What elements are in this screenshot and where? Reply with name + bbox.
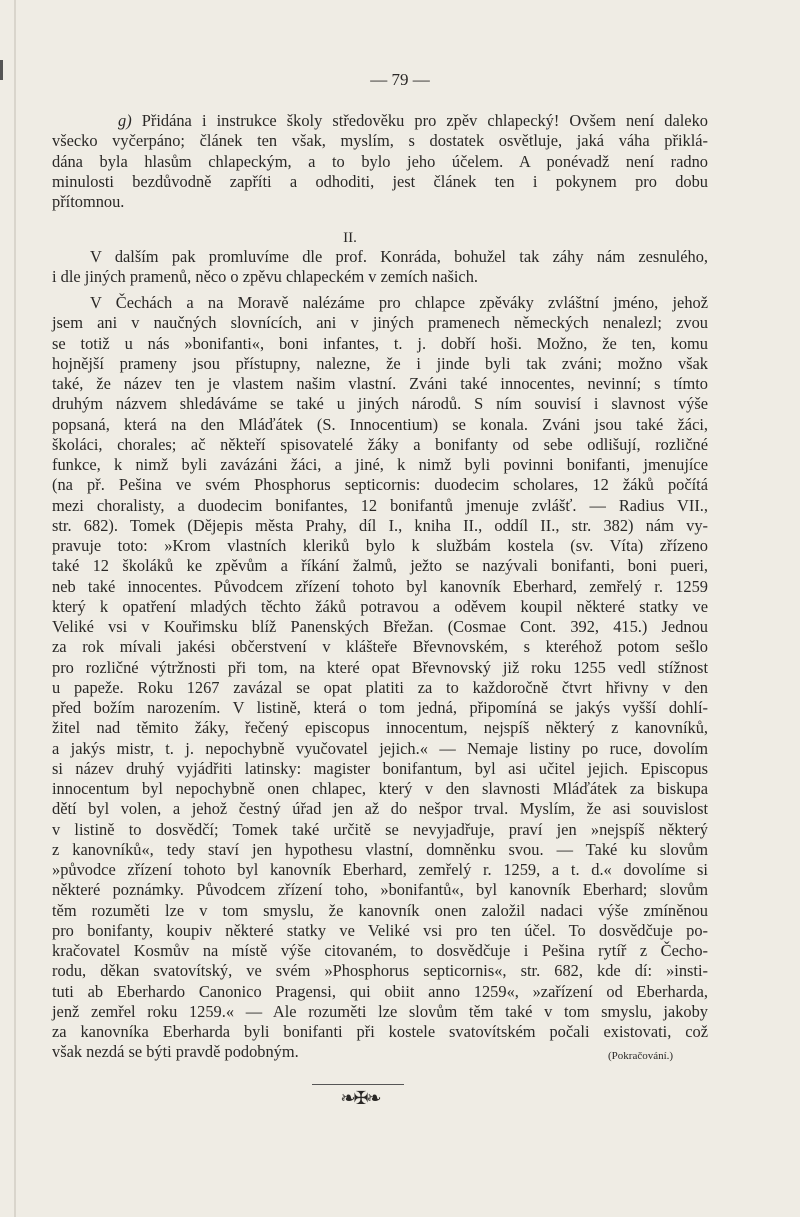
continuation-note: (Pokračování.): [608, 1050, 674, 1062]
line-text: pravuje toto: »Krom vlastních kleriků bylo k službám kostela (sv. Víta) zřízeno: [52, 536, 708, 555]
line-text: Veliké vsi v Kouřimsku blíž Panenských Břežan. (Cosmae Cont. 392, 415.) Jednou: [52, 617, 708, 636]
paragraph-label: g): [118, 111, 132, 130]
line-text: před božím narozením. V listině, která o tom jedná, připomíná se jakýs vyšší dohlí-: [52, 698, 708, 717]
paragraph-bonifanti: [52, 293, 708, 1063]
text-line: [52, 192, 708, 212]
line-text: neb také innocentes. Původcem zřízení tohoto byl kanovník Eberhard, zemřelý r. 1259: [52, 576, 708, 596]
text-line: [52, 455, 708, 475]
text-line: [52, 475, 708, 495]
line-text: V Čechách a na Moravě nalézáme pro chlapce zpěváky zvláštní jméno, jehož: [90, 293, 708, 312]
text-line: [52, 313, 708, 333]
text-line: [52, 982, 708, 1002]
text-line: [52, 840, 708, 860]
text-line: [52, 658, 708, 678]
text-line: [52, 1022, 708, 1042]
line-text: »původce zřízení tohoto byl kanovník Eberhard, zemřelý r. 1259, a t. d.« dovolíme si: [52, 860, 708, 879]
line-text: dětí byl volen, a jehož čestný úřad jen až do nešpor trval. Myslím, že asi souvislost: [52, 799, 708, 819]
line-text: všecko vyčerpáno; článek ten však, myslím, s dostatek osvětluje, jaká váha přiklá-: [52, 131, 708, 151]
text-line: [52, 1002, 708, 1022]
page-number: — 79 —: [370, 70, 430, 89]
text-line: [52, 779, 708, 799]
text-line: [52, 718, 708, 738]
line-text: tuti ab Eberhardo Canonico Pragensi, qui obiit anno 1259«, »zařízení od Eberharda,: [52, 981, 708, 1001]
line-text: str. 682). Tomek (Dějepis města Prahy, díl I., kniha II., oddíl II., str. 382) nám vy-: [52, 515, 708, 535]
text-line: [52, 496, 708, 516]
text-line: [52, 759, 708, 779]
text-line: [52, 516, 708, 536]
line-text: (na př. Pešina ve svém Phosphorus septicornis: duodecim scholares, 12 žáků počítá: [52, 475, 708, 495]
paragraph-intro: [52, 247, 708, 288]
line-text: žitel nad těmito žáky, řečený episcopus innocentum, nejspíš některý z kanovníků,: [52, 718, 708, 738]
text-line: [52, 739, 708, 759]
line-text: v listině to dosvědčí; Tomek také určitě se nevyjadřuje, praví jen »nejspíš některý: [52, 819, 708, 839]
text-line: [52, 293, 708, 313]
line-text: pro bonifanty, koupiv některé statky ve Veliké vsi pro ten účel. To dosvědčuje po-: [52, 920, 708, 940]
text-line: [52, 880, 708, 900]
line-text: jenž zemřel roku 1259.« — Ale rozuměti lze slovům těm také v tom smyslu, jakoby: [52, 1001, 708, 1021]
line-text: i dle jiných pramenů, něco o zpěvu chlapeckém v zemích našich.: [52, 267, 478, 287]
text-line: [52, 637, 708, 657]
line-text: druhým názvem shledáváme se také u jiných národů. S ním souvisí i slavnost výše: [52, 394, 708, 414]
line-text: těm rozuměti lze v tom smyslu, že kanovník onen založil nadaci výše zmíněnou: [52, 900, 708, 920]
text-line: [52, 577, 708, 597]
line-text: jsem ani v naučných slovnících, ani v jiných pramenech německých nenalezl; zvou: [52, 313, 708, 333]
text-line: [52, 597, 708, 617]
line-text: funkce, k nimž byli zavázáni žáci, a jiné, k nimž byli povinni bonifanti, jmenujíce: [52, 455, 708, 474]
text-line: [52, 152, 708, 172]
line-text: hojnější prameny jsou přístupny, nalezne, že i jinde byli tak zváni; možno však: [52, 353, 708, 373]
section-heading: II.: [343, 230, 357, 246]
ornament-divider: ❧✠❧: [340, 1088, 380, 1108]
line-text: innocentum byl nepochybně onen chlapec, který v den slavnosti Mláďátek za biskupa: [52, 779, 708, 798]
line-text: u papeže. Roku 1267 zavázal se opat platiti za to každoročně čtvrt hřivny v den: [52, 677, 708, 697]
line-text: však nezdá se býti pravdě podobným.: [52, 1042, 299, 1062]
text-line: [52, 435, 708, 455]
text-line: [52, 111, 708, 131]
text-line: [52, 617, 708, 637]
text-line: [52, 921, 708, 941]
line-text: některé poznámky. Původcem zřízení toho, »bonifantů«, byl kanovník Eberhard; slovům: [52, 880, 708, 900]
line-text: za rok mívali jakési občerstvení v klášteře Břevnovském, s kteréhož potom sešlo: [52, 637, 708, 657]
text-line: [52, 334, 708, 354]
text-line: [52, 678, 708, 698]
line-text: a jakýs mistr, t. j. nepochybně vyučovatel jejich.« — Nemaje listiny po ruce, dovolím: [52, 738, 708, 758]
line-text: rodu, děkan svatovítský, ve svém »Phosphorus septicornis«, str. 682, kde dí: »insti-: [52, 961, 708, 981]
line-text: popsaná, která na den Mláďátek (S. Innocentium) se konala. Zváni jsou také žáci,: [52, 414, 708, 434]
text-line: [52, 799, 708, 819]
text-line: [52, 860, 708, 880]
line-text: za kanovníka Eberharda byli bonifanti při kostele svatovítském počali existovati, což: [52, 1022, 708, 1041]
text-line: [52, 820, 708, 840]
text-line: [52, 172, 708, 192]
line-text: přítomnou.: [52, 192, 125, 211]
line-text: dána byla hlasům chlapeckým, a to bylo jeho účelem. A ponévadž není radno: [52, 151, 708, 171]
line-text: se totiž u nás »bonifanti«, boni infantes, t. j. dobří hoši. Možno, že ten, komu: [52, 333, 708, 353]
text-line: [52, 901, 708, 921]
text-line: [52, 698, 708, 718]
page-edge-shadow: [14, 0, 16, 1217]
paragraph-g: [52, 111, 708, 212]
divider-rule: [312, 1084, 404, 1085]
line-text: z kanovníků«, tedy staví jen hypothesu vlastní, domněnku svou. — Také ku slovům: [52, 839, 708, 859]
line-text: pro rozličné výtržnosti při tom, na které opat Břevnovský již roku 1255 vedl stížnost: [52, 657, 708, 677]
line-text: také, že název ten je vlastem našim vlastní. Zváni také innocentes, nevinní; s tímto: [52, 374, 708, 393]
text-line: [52, 247, 708, 267]
text-line: [52, 415, 708, 435]
line-text: si název druhý vyjádřiti latinsky: magister bonifantum, byl asi učitel jejich. Episcopus: [52, 758, 708, 778]
line-text: školáci, chorales; ač někteří spisovatelé žáky a bonifanty od sebe odlišují, rozličné: [52, 434, 708, 454]
line-text: který k opatření mladých těchto žáků potravou a oděvem koupil některé statky ve: [52, 596, 708, 616]
text-line: [52, 536, 708, 556]
text-line: [52, 941, 708, 961]
text-line: [52, 394, 708, 414]
text-line: [52, 556, 708, 576]
line-text: také 12 školáků ke zpěvům a říkání žalmů, ježto se nazývali bonifanti, boni pueri,: [52, 556, 708, 576]
text-line: [52, 961, 708, 981]
text-line: [52, 267, 708, 287]
line-text: minulosti bezdůvodně zapříti a odhoditi, jest článek ten i pokynem pro dobu: [52, 171, 708, 191]
text-line: [52, 374, 708, 394]
line-text: Přidána i instrukce školy středověku pro zpěv chlapecký! Ovšem není daleko: [141, 111, 708, 130]
line-text: mezi choralisty, a duodecim bonifantes, 12 bonifantů jmenuje zvlášť. — Radius VII.,: [52, 495, 708, 515]
line-text: V dalším pak promluvíme dle prof. Konráda, bohužel tak záhy nám zesnulého,: [90, 247, 708, 266]
text-line: [52, 131, 708, 151]
line-text: kračovatel Kosmův na místě výše citovaném, to dosvědčuje i Pešina rytíř z Čecho-: [52, 941, 708, 960]
text-line: [52, 354, 708, 374]
